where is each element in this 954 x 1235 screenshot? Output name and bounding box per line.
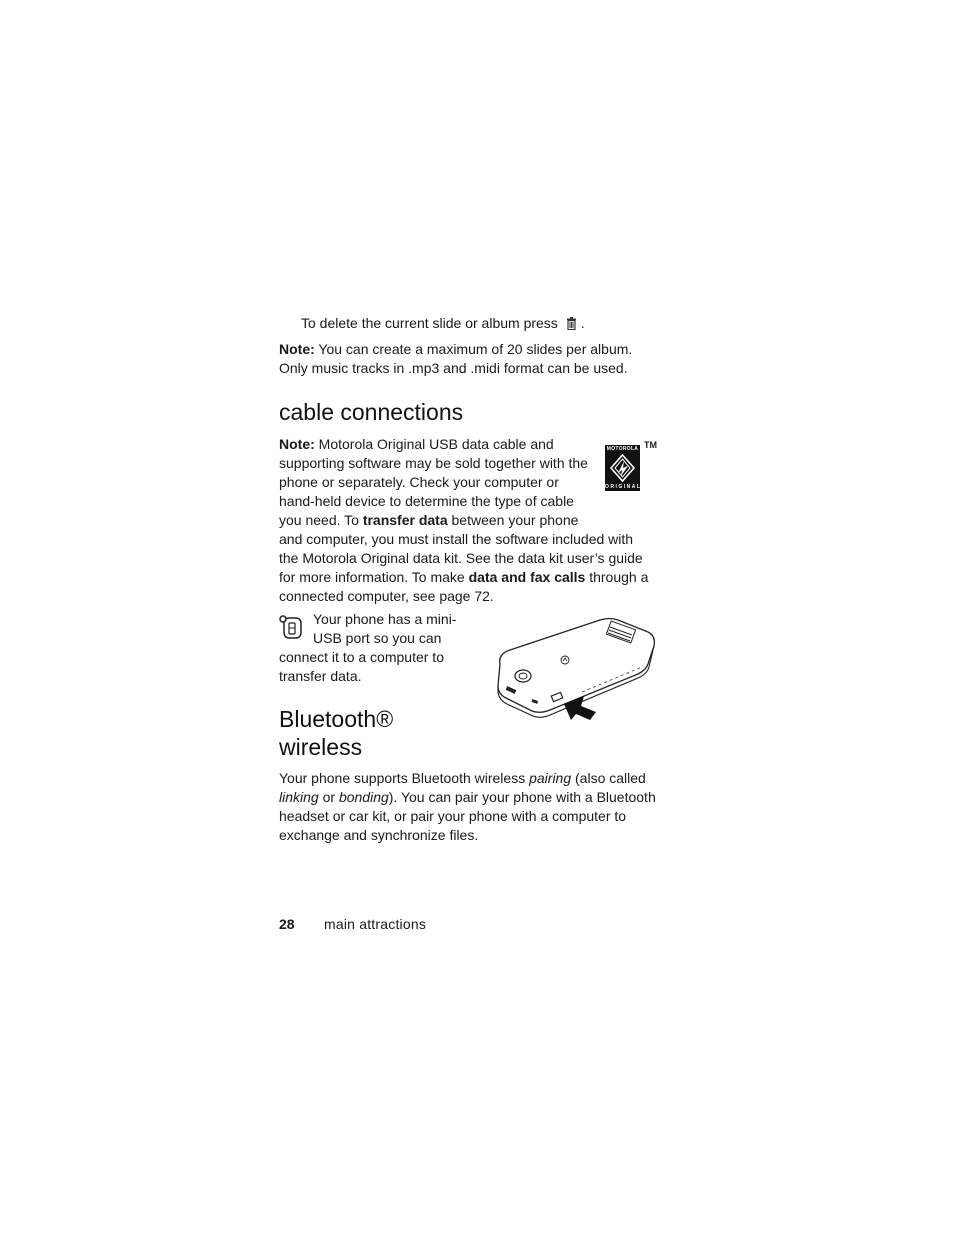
delete-instruction: [301, 314, 661, 335]
phone-usb-port-illustration: [492, 612, 660, 720]
logo-float-spacer: [595, 435, 655, 513]
usb-icon-spacer: [279, 610, 313, 646]
linking-term: linking: [279, 789, 319, 805]
trash-icon: [566, 316, 577, 335]
cable-connections-heading: cable connections: [279, 399, 464, 425]
cable-note-label: Note:: [279, 436, 315, 452]
slides-note-text: You can create a maximum of 20 slides per album. Only music tracks in .mp3 and .midi format can be used.: [279, 341, 633, 376]
bluetooth-paragraph: [279, 769, 657, 845]
cable-note-text-2: between your phone and computer, you must install the software included with the Motorola Original data kit. See the data kit user’s guide for more information. To make: [279, 512, 643, 585]
usb-port-text: [279, 610, 479, 686]
slides-note: [279, 340, 655, 378]
bluetooth-text-2: (also called: [571, 770, 646, 786]
section-name: main attractions: [324, 916, 427, 932]
bluetooth-text-1: Your phone supports Bluetooth wireless: [279, 770, 530, 786]
cable-note-text-1: Motorola Original USB data cable and supporting software may be sold together with the phone or separately. Check your computer or hand-held device to determine the type of cable you need. To: [279, 436, 588, 528]
pairing-term: pairing: [529, 770, 572, 786]
page-number: 28: [279, 916, 295, 932]
bluetooth-text-3: or: [318, 789, 339, 805]
usb-port-text-content: Your phone has a mini-USB port so you can connect it to a computer to transfer data.: [279, 611, 457, 684]
delete-instruction-text: To delete the current slide or album press: [301, 315, 558, 331]
logo-trademark: TM: [644, 440, 657, 450]
logo-bottom-text: ORIGINAL: [605, 484, 642, 490]
data-fax-calls-term: data and fax calls: [468, 569, 586, 585]
bluetooth-heading: [279, 705, 393, 761]
note-label: Note:: [279, 341, 315, 357]
bluetooth-text-4: ). You can pair your phone with a Bluetooth headset or car kit, or pair your phone with a computer to exchange and synchronize files.: [279, 789, 656, 843]
delete-instruction-end: .: [580, 315, 585, 331]
bonding-term: bonding: [338, 789, 389, 805]
transfer-data-term: transfer data: [362, 512, 448, 528]
bluetooth-heading-line-2: wireless: [279, 734, 363, 760]
bluetooth-heading-line-1: Bluetooth®: [279, 706, 394, 732]
cable-note: [279, 435, 655, 606]
logo-top-text: MOTOROLA: [606, 446, 639, 452]
cable-note-text-3: through a connected computer, see page 72.: [279, 569, 649, 604]
